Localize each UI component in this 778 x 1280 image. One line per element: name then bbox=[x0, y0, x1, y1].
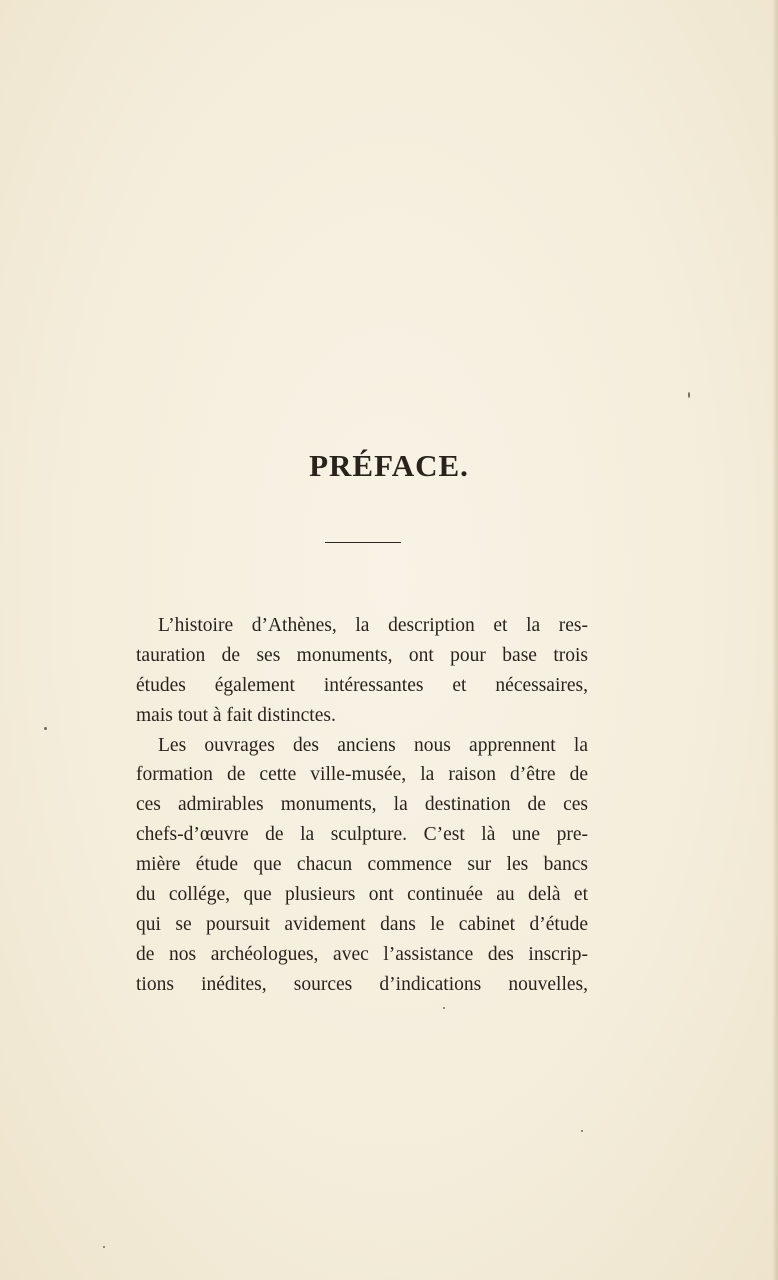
text-line: formation de cette ville-musée, la raison d’être de bbox=[136, 764, 588, 786]
preface-heading: PRÉFACE. bbox=[309, 448, 469, 483]
paragraph-2 bbox=[136, 731, 588, 1000]
text-line: du collége, que plusieurs ont continuée au delà et bbox=[136, 884, 588, 906]
text-line: tions inédites, sources d’indications nouvelles, bbox=[136, 973, 588, 995]
body-text bbox=[136, 611, 588, 1000]
text-line: mais tout à fait distinctes. bbox=[136, 704, 336, 726]
text-line: mière étude que chacun commence sur les bancs bbox=[136, 854, 588, 876]
ink-speck bbox=[44, 727, 47, 730]
text-line: tauration de ses monuments, ont pour base trois bbox=[136, 644, 588, 666]
text-line: chefs-d’œuvre de la sculpture. C’est là une pre- bbox=[136, 824, 588, 846]
text-line: L’histoire d’Athènes, la description et la res- bbox=[158, 615, 588, 636]
ink-speck bbox=[443, 1007, 445, 1009]
ink-speck bbox=[103, 1246, 105, 1248]
ink-speck bbox=[688, 392, 690, 398]
text-line: de nos archéologues, avec l’assistance des inscrip- bbox=[136, 943, 588, 965]
text-line: Les ouvrages des anciens nous apprennent la bbox=[158, 734, 588, 756]
heading-rule bbox=[325, 542, 401, 543]
text-line: études également intéressantes et nécessaires, bbox=[136, 674, 588, 696]
ink-speck bbox=[581, 1130, 583, 1132]
page-edge-shadow bbox=[772, 0, 778, 1280]
text-line: qui se poursuit avidement dans le cabinet d’étude bbox=[136, 913, 588, 935]
paragraph-1 bbox=[136, 611, 588, 731]
text-line: ces admirables monuments, la destination de ces bbox=[136, 794, 588, 816]
